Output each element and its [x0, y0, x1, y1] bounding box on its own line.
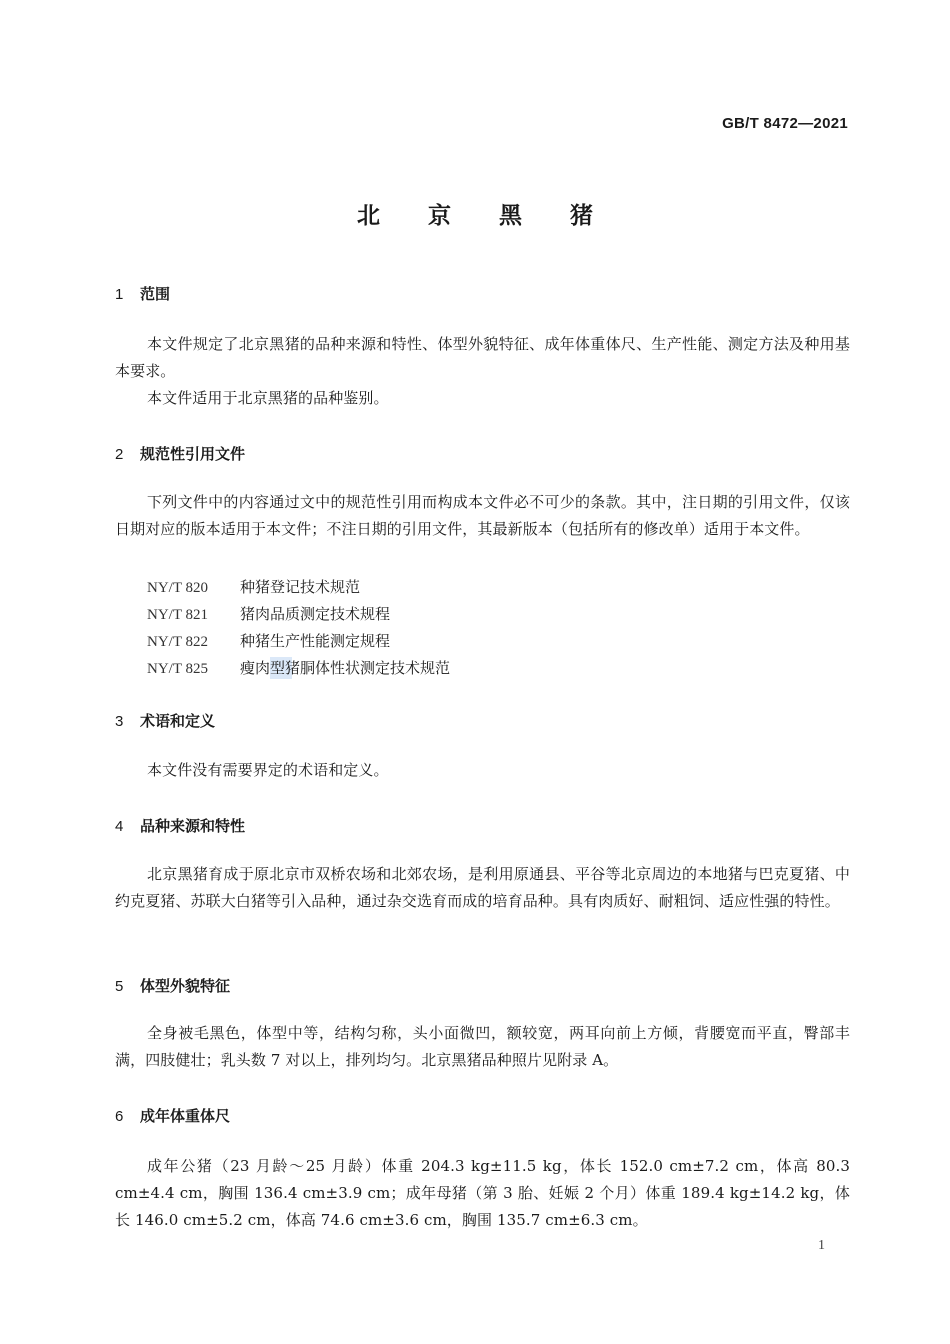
section-heading-terms: [115, 710, 215, 731]
reference-code: NY/T 822: [147, 634, 208, 650]
reference-title: 种猪生产性能测定规程: [240, 632, 391, 650]
section-heading-normative-references: [115, 443, 245, 464]
section-heading-appearance: [115, 975, 230, 996]
section-number: 5: [115, 978, 124, 995]
section-title: 规范性引用文件: [140, 445, 246, 463]
page-number: 1: [818, 1238, 825, 1253]
section-number: 6: [115, 1108, 124, 1125]
reference-code: NY/T 820: [147, 580, 208, 596]
reference-item: [147, 576, 360, 597]
reference-title: 猪肉品质测定技术规程: [240, 605, 391, 623]
section-number: 1: [115, 286, 124, 303]
reference-code: NY/T 825: [147, 661, 208, 677]
reference-item: [147, 657, 450, 678]
standard-number: GB/T 8472—2021: [722, 115, 848, 132]
scope-paragraph-2: 本文件适用于北京黑猪的品种鉴别。: [147, 389, 389, 407]
reference-item: [147, 630, 390, 651]
document-title: 北 京 黑 猪: [356, 203, 614, 229]
section-heading-body-measurements: [115, 1105, 230, 1126]
appearance-paragraph: 全身被毛黑色，体型中等，结构匀称，头小面微凹，额较宽，两耳向前上方倾，背腰宽而平直，臀部丰满，四肢健壮；乳头数 7 对以上，排列均匀。北京黑猪品种照片见附录 A。: [115, 1024, 850, 1069]
references-intro-paragraph: 下列文件中的内容通过文中的规范性引用而构成本文件必不可少的条款。其中，注日期的引用文件，仅该日期对应的版本适用于本文件；不注日期的引用文件，其最新版本（包括所有的修改单）适用于本文件。: [115, 493, 850, 538]
reference-title: 种猪登记技术规范: [240, 578, 361, 596]
section-title: 术语和定义: [140, 712, 216, 730]
section-number: 4: [115, 818, 124, 835]
scope-paragraph-1: 本文件规定了北京黑猪的品种来源和特性、体型外貌特征、成年体重体尺、生产性能、测定方法及种用基本要求。: [115, 335, 850, 380]
section-heading-origin: [115, 815, 245, 836]
section-title: 体型外貌特征: [140, 977, 231, 995]
section-title: 范围: [140, 285, 171, 303]
terms-paragraph: 本文件没有需要界定的术语和定义。: [147, 761, 389, 779]
section-number: 2: [115, 446, 124, 463]
origin-paragraph: 北京黑猪育成于原北京市双桥农场和北郊农场，是利用原通县、平谷等北京周边的本地猪与巴克夏猪、中约克夏猪、苏联大白猪等引入品种，通过杂交选育而成的培育品种。具有肉质好、耐粗饲、适应性强的特性。: [115, 865, 850, 910]
reference-code: NY/T 821: [147, 607, 208, 623]
section-title: 品种来源和特性: [140, 817, 246, 835]
section-title: 成年体重体尺: [140, 1107, 231, 1125]
section-number: 3: [115, 713, 124, 730]
body-measurements-paragraph: 成年公猪（23 月龄～25 月龄）体重 204.3 kg±11.5 kg，体长 152.0 cm±7.2 cm，体高 80.3 cm±4.4 cm，胸围 136.4 cm±3.9 cm；成年母猪（第 3 胎、妊娠 2 个月）体重 189.4 kg±14.2 kg，体长 146.0 cm±5.2 cm，体高 74.6 cm±3.6 cm，胸围 135.7 cm±6.3 cm。: [115, 1157, 850, 1229]
reference-item: [147, 603, 390, 624]
section-heading-scope: [115, 283, 170, 304]
reference-title: 瘦肉型猪胴体性状测定技术规范: [240, 659, 451, 677]
